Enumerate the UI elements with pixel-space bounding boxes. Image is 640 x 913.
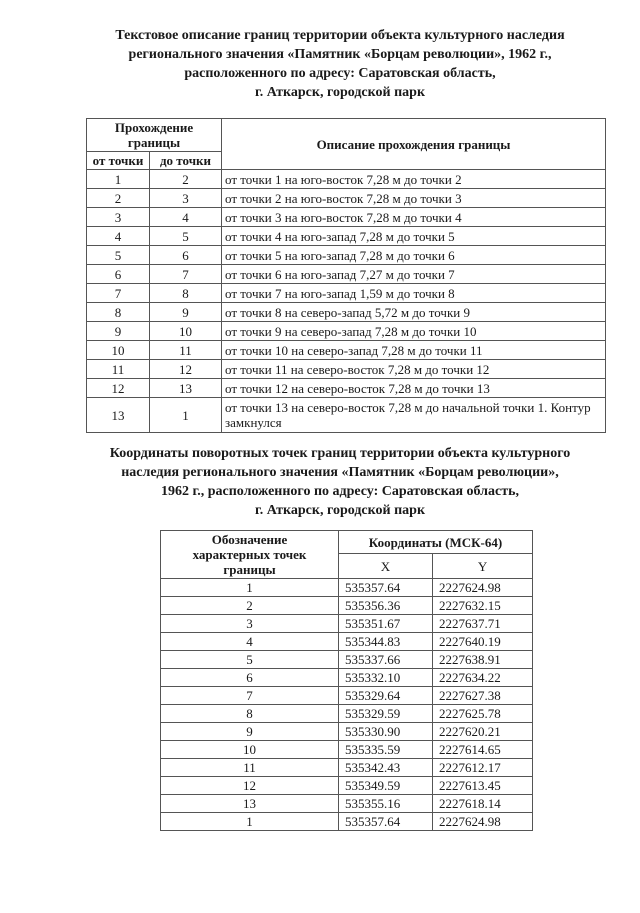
- to-point-cell: 8: [150, 284, 222, 303]
- table-row: [161, 723, 533, 741]
- title-line: наследия регионального значения «Памятник «Борцам революции»,: [121, 465, 559, 480]
- from-point-cell: 5: [87, 246, 150, 265]
- description-cell: от точки 8 на северо-запад 5,72 м до точки 9: [222, 303, 606, 322]
- to-point-cell: 10: [150, 322, 222, 341]
- y-coordinate-cell: 2227624.98: [433, 813, 533, 831]
- table-row: [161, 669, 533, 687]
- to-point-cell: 11: [150, 341, 222, 360]
- from-point-cell: 10: [87, 341, 150, 360]
- table-row: [161, 777, 533, 795]
- description-cell: от точки 4 на юго-запад 7,28 м до точки 5: [222, 227, 606, 246]
- from-point-cell: 8: [87, 303, 150, 322]
- header-point-line: характерных точек: [192, 547, 307, 562]
- table-row: [161, 579, 533, 597]
- point-cell: 6: [161, 669, 339, 687]
- boundary-description-table: [86, 118, 606, 433]
- to-point-cell: 13: [150, 379, 222, 398]
- y-coordinate-cell: 2227612.17: [433, 759, 533, 777]
- point-cell: 11: [161, 759, 339, 777]
- from-point-cell: 11: [87, 360, 150, 379]
- x-coordinate-cell: 535330.90: [339, 723, 433, 741]
- table-row: [87, 398, 606, 433]
- table-row: [161, 795, 533, 813]
- y-coordinate-cell: 2227634.22: [433, 669, 533, 687]
- table-row: [87, 284, 606, 303]
- to-point-cell: 2: [150, 170, 222, 189]
- table-row: [161, 633, 533, 651]
- from-point-cell: 4: [87, 227, 150, 246]
- table-row: [161, 759, 533, 777]
- to-point-cell: 6: [150, 246, 222, 265]
- title-line: регионального значения «Памятник «Борцам революции», 1962 г.,: [128, 47, 552, 62]
- description-cell: от точки 1 на юго-восток 7,28 м до точки 2: [222, 170, 606, 189]
- x-coordinate-cell: 535329.64: [339, 687, 433, 705]
- header-point-line: Обозначение: [211, 532, 288, 547]
- to-point-cell: 5: [150, 227, 222, 246]
- y-coordinate-cell: 2227627.38: [433, 687, 533, 705]
- description-cell: от точки 5 на юго-запад 7,28 м до точки 6: [222, 246, 606, 265]
- from-point-cell: 13: [87, 398, 150, 433]
- point-cell: 10: [161, 741, 339, 759]
- from-point-cell: 3: [87, 208, 150, 227]
- table-row: [87, 170, 606, 189]
- point-cell: 12: [161, 777, 339, 795]
- table-row: [161, 651, 533, 669]
- to-point-cell: 12: [150, 360, 222, 379]
- from-point-cell: 2: [87, 189, 150, 208]
- y-coordinate-cell: 2227613.45: [433, 777, 533, 795]
- table-header-row: [161, 531, 533, 554]
- table-row: [87, 246, 606, 265]
- to-point-cell: 1: [150, 398, 222, 433]
- x-coordinate-cell: 535329.59: [339, 705, 433, 723]
- point-cell: 1: [161, 579, 339, 597]
- point-cell: 13: [161, 795, 339, 813]
- header-to: до точки: [150, 152, 222, 170]
- point-cell: 2: [161, 597, 339, 615]
- header-from: от точки: [87, 152, 150, 170]
- point-cell: 8: [161, 705, 339, 723]
- table-header-row: [87, 119, 606, 152]
- point-cell: 4: [161, 633, 339, 651]
- x-coordinate-cell: 535357.64: [339, 813, 433, 831]
- x-coordinate-cell: 535332.10: [339, 669, 433, 687]
- y-coordinate-cell: 2227614.65: [433, 741, 533, 759]
- header-point-line: границы: [223, 562, 276, 577]
- y-coordinate-cell: 2227637.71: [433, 615, 533, 633]
- description-cell: от точки 13 на северо-восток 7,28 м до начальной точки 1. Контур замкнулся: [222, 398, 606, 433]
- title-line: г. Аткарск, городской парк: [254, 503, 426, 518]
- x-coordinate-cell: 535356.36: [339, 597, 433, 615]
- from-point-cell: 9: [87, 322, 150, 341]
- description-cell: от точки 7 на юго-запад 1,59 м до точки 8: [222, 284, 606, 303]
- y-coordinate-cell: 2227632.15: [433, 597, 533, 615]
- title-line: расположенного по адресу: Саратовская область,: [184, 66, 496, 81]
- coordinates-title: [70, 444, 610, 520]
- table-row: [87, 341, 606, 360]
- y-coordinate-cell: 2227640.19: [433, 633, 533, 651]
- y-coordinate-cell: 2227625.78: [433, 705, 533, 723]
- boundary-description-title: [80, 26, 600, 102]
- point-cell: 5: [161, 651, 339, 669]
- table-row: [87, 265, 606, 284]
- header-passage-line: границы: [127, 135, 181, 150]
- table-body: [161, 579, 533, 831]
- title-line: 1962 г., расположенного по адресу: Саратовская область,: [160, 484, 520, 499]
- x-coordinate-cell: 535342.43: [339, 759, 433, 777]
- coordinates-table: [160, 530, 533, 831]
- table-row: [161, 615, 533, 633]
- description-cell: от точки 3 на юго-восток 7,28 м до точки 4: [222, 208, 606, 227]
- from-point-cell: 1: [87, 170, 150, 189]
- header-y: Y: [433, 554, 533, 579]
- from-point-cell: 12: [87, 379, 150, 398]
- table-row: [87, 379, 606, 398]
- from-point-cell: 7: [87, 284, 150, 303]
- table-row: [161, 741, 533, 759]
- to-point-cell: 9: [150, 303, 222, 322]
- point-cell: 1: [161, 813, 339, 831]
- x-coordinate-cell: 535335.59: [339, 741, 433, 759]
- description-cell: от точки 6 на юго-запад 7,27 м до точки 7: [222, 265, 606, 284]
- table-row: [161, 687, 533, 705]
- y-coordinate-cell: 2227618.14: [433, 795, 533, 813]
- table-row: [87, 208, 606, 227]
- table-row: [87, 360, 606, 379]
- y-coordinate-cell: 2227624.98: [433, 579, 533, 597]
- x-coordinate-cell: 535344.83: [339, 633, 433, 651]
- from-point-cell: 6: [87, 265, 150, 284]
- header-passage: [87, 119, 222, 152]
- point-cell: 3: [161, 615, 339, 633]
- point-cell: 7: [161, 687, 339, 705]
- to-point-cell: 7: [150, 265, 222, 284]
- description-cell: от точки 9 на северо-запад 7,28 м до точки 10: [222, 322, 606, 341]
- header-coordinates: Координаты (МСК-64): [339, 531, 533, 554]
- to-point-cell: 4: [150, 208, 222, 227]
- table-row: [161, 597, 533, 615]
- x-coordinate-cell: 535357.64: [339, 579, 433, 597]
- x-coordinate-cell: 535351.67: [339, 615, 433, 633]
- x-coordinate-cell: 535355.16: [339, 795, 433, 813]
- table-row: [87, 322, 606, 341]
- header-passage-line: Прохождение: [114, 120, 194, 135]
- x-coordinate-cell: 535349.59: [339, 777, 433, 795]
- x-coordinate-cell: 535337.66: [339, 651, 433, 669]
- title-line: Координаты поворотных точек границ территории объекта культурного: [109, 446, 571, 461]
- point-cell: 9: [161, 723, 339, 741]
- table-row: [87, 189, 606, 208]
- description-cell: от точки 12 на северо-восток 7,28 м до точки 13: [222, 379, 606, 398]
- table-row: [161, 705, 533, 723]
- title-line: Текстовое описание границ территории объекта культурного наследия: [115, 28, 565, 43]
- y-coordinate-cell: 2227638.91: [433, 651, 533, 669]
- description-cell: от точки 2 на юго-восток 7,28 м до точки 3: [222, 189, 606, 208]
- header-description: Описание прохождения границы: [222, 119, 606, 170]
- description-cell: от точки 10 на северо-запад 7,28 м до точки 11: [222, 341, 606, 360]
- table-body: [87, 170, 606, 433]
- to-point-cell: 3: [150, 189, 222, 208]
- table-row: [87, 227, 606, 246]
- y-coordinate-cell: 2227620.21: [433, 723, 533, 741]
- description-cell: от точки 11 на северо-восток 7,28 м до точки 12: [222, 360, 606, 379]
- header-x: X: [339, 554, 433, 579]
- title-line: г. Аткарск, городской парк: [254, 85, 426, 100]
- header-point: [161, 531, 339, 579]
- table-row: [161, 813, 533, 831]
- table-row: [87, 303, 606, 322]
